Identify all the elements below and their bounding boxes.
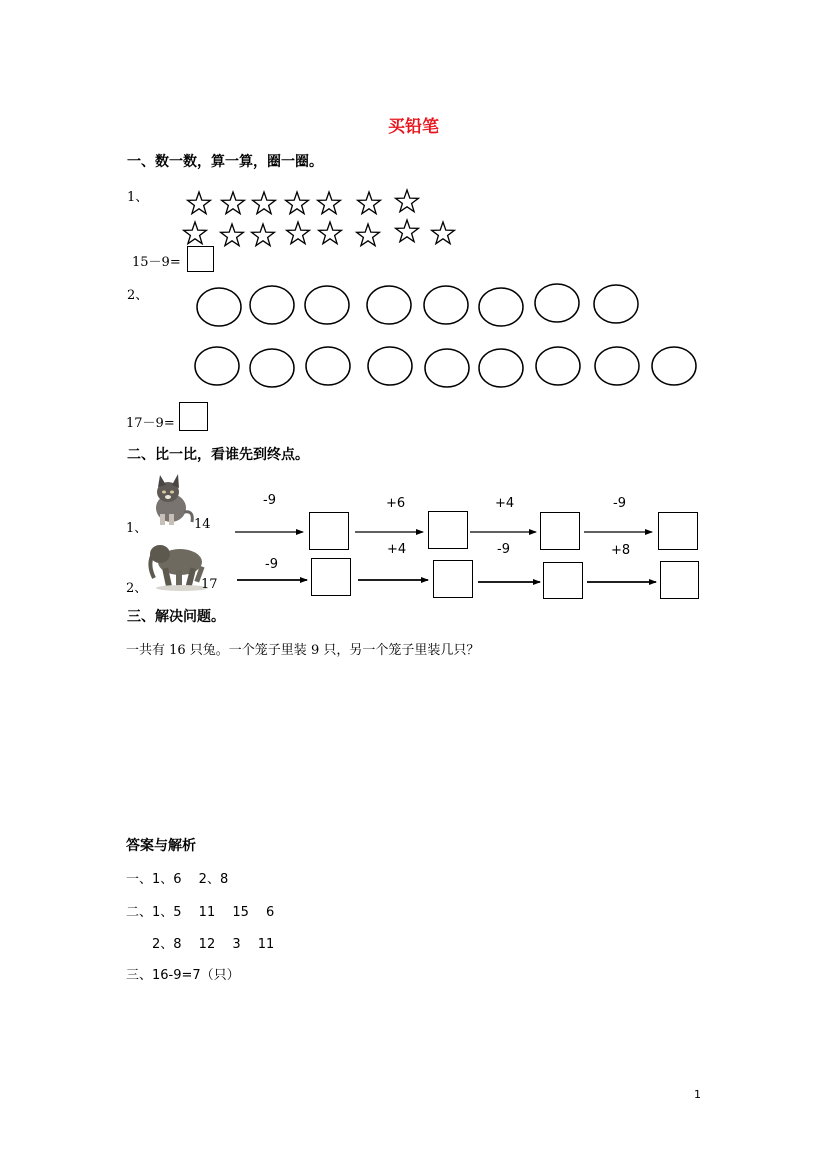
answer-line-2: 二、1、5 11 15 6 [126, 905, 275, 920]
circle-icon [479, 349, 523, 387]
circle-icon [197, 288, 241, 326]
star-icon [396, 190, 419, 212]
row1-label: 1、 [126, 521, 148, 536]
row2-answer-box-4[interactable] [660, 561, 699, 599]
star-icon [222, 192, 245, 214]
answer-line-4: 三、16-9=7（只） [126, 968, 240, 983]
row1-op-4: -9 [613, 496, 626, 511]
circle-icon [595, 347, 639, 385]
elephant-icon [150, 545, 208, 591]
q1-label: 1、 [127, 190, 149, 205]
row2-op-1: -9 [265, 557, 278, 572]
row2-label: 2、 [126, 581, 148, 596]
row2-answer-box-2[interactable] [433, 560, 473, 598]
q1-equation: 15－9= [132, 255, 181, 270]
star-icon [184, 222, 207, 244]
star-icon [319, 222, 342, 244]
q2-equation: 17－9= [126, 416, 175, 431]
circle-icon [652, 347, 696, 385]
row1-op-2: +6 [386, 496, 406, 511]
q2-label: 2、 [127, 288, 149, 303]
section3-problem: 一共有 16 只兔。一个笼子里装 9 只，另一个笼子里装几只？ [126, 643, 480, 658]
row2-op-4: +8 [611, 543, 631, 558]
star-icon [286, 192, 309, 214]
circle-icon [367, 286, 411, 324]
star-icon [358, 192, 381, 214]
star-icon [432, 222, 455, 244]
circle-icon [424, 286, 468, 324]
row2-op-3: -9 [497, 542, 510, 557]
star-icon [287, 222, 310, 244]
page-title: 买铅笔 [388, 117, 439, 137]
star-icon [221, 224, 244, 246]
row1-answer-box-4[interactable] [658, 512, 698, 550]
answer-line-1: 一、1、6 2、8 [126, 872, 229, 887]
circle-icon [594, 285, 638, 323]
circle-icon [305, 286, 349, 324]
cat-icon [156, 474, 192, 525]
row1-answer-box-2[interactable] [428, 511, 468, 549]
star-icon [357, 224, 380, 246]
row1-op-1: -9 [263, 493, 276, 508]
row2-op-2: +4 [387, 542, 407, 557]
circle-icon [536, 347, 580, 385]
section2-heading: 二、比一比，看谁先到终点。 [127, 447, 309, 463]
star-icon [318, 192, 341, 214]
row2-answer-box-3[interactable] [543, 562, 583, 599]
circle-icon [250, 286, 294, 324]
star-icon [188, 192, 211, 214]
circle-icon [368, 347, 412, 385]
star-icon [396, 220, 419, 242]
answer-line-3: 2、8 12 3 11 [126, 937, 275, 952]
answers-heading: 答案与解析 [126, 838, 196, 854]
star-icon [253, 192, 276, 214]
circle-icon [535, 284, 579, 322]
circle-icon [425, 349, 469, 387]
circle-icon [250, 349, 294, 387]
row1-op-3: +4 [495, 496, 515, 511]
section3-heading: 三、解决问题。 [127, 609, 225, 625]
circle-icon [306, 347, 350, 385]
row2-start-number: 17 [201, 577, 218, 592]
row1-start-number: 14 [194, 517, 211, 532]
section1-heading: 一、数一数，算一算，圈一圈。 [127, 154, 323, 170]
circle-icon [195, 347, 239, 385]
star-icon [252, 224, 275, 246]
page-number: 1 [694, 1088, 701, 1101]
row2-answer-box-1[interactable] [311, 558, 351, 596]
row1-answer-box-3[interactable] [540, 512, 580, 550]
row1-answer-box-1[interactable] [309, 512, 349, 550]
circle-icon [479, 288, 523, 326]
